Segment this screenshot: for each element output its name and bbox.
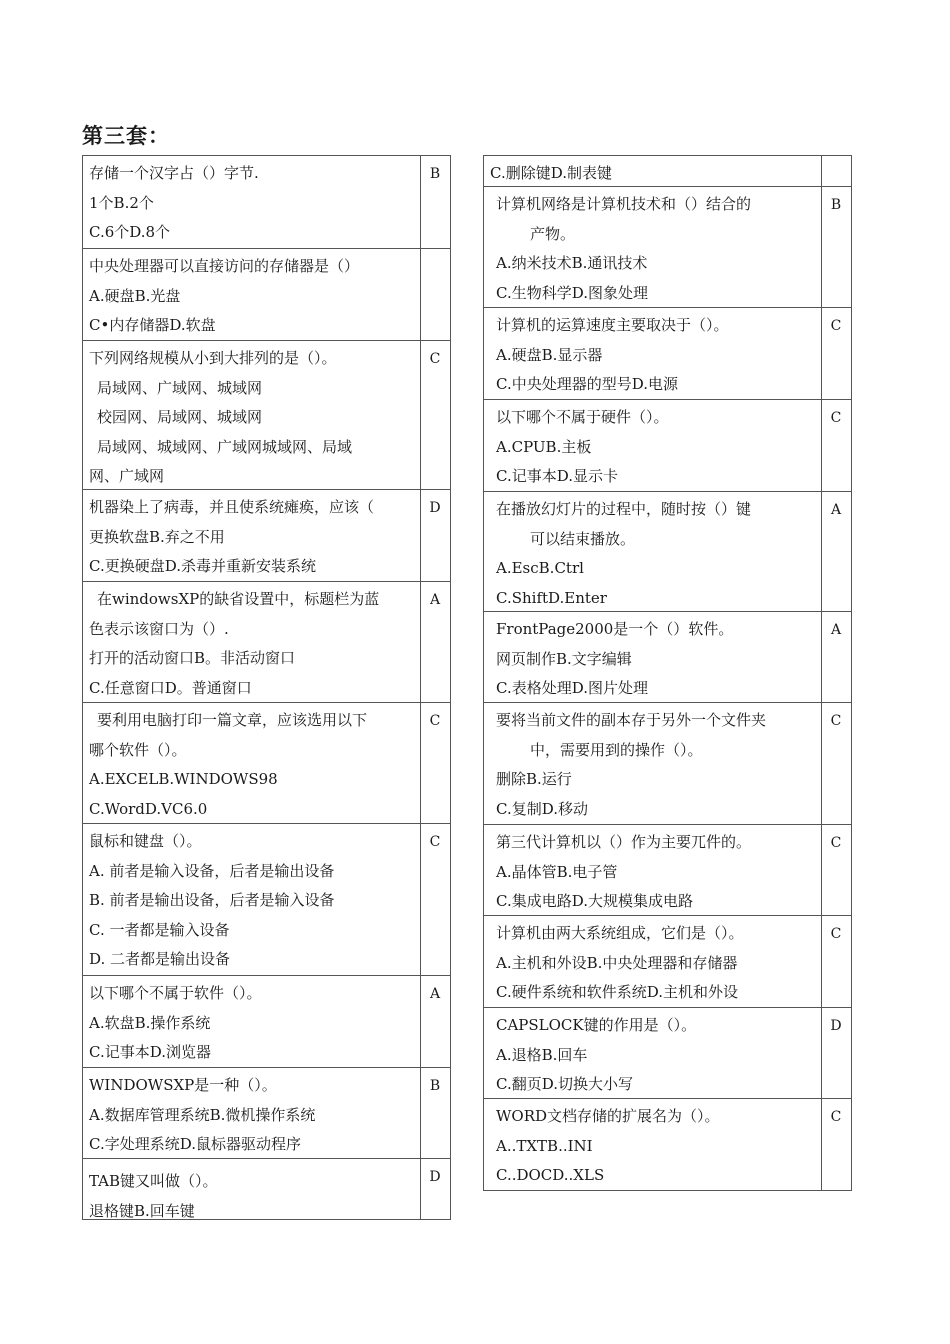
question-cell: [83, 341, 421, 489]
page-title: 第三套：: [82, 124, 170, 148]
question-row: [484, 825, 852, 916]
question-line: C.翻页D.切换大小写: [496, 1075, 633, 1093]
question-line: 鼠标和键盘（）。: [89, 832, 202, 850]
answer-cell: A: [830, 622, 842, 638]
answer-cell: C: [830, 926, 842, 942]
answer-cell: [821, 156, 851, 166]
answer-cell: C: [830, 835, 842, 851]
question-line: 打开的活动窗口B。非活动窗口: [89, 649, 296, 667]
answer-cell: A: [429, 986, 441, 1002]
question-line: A.主机和外设B.中央处理器和存储器: [496, 953, 738, 972]
question-line: 可以结束播放。: [530, 529, 636, 548]
answer-cell: D: [429, 1169, 441, 1185]
question-line: C..DOCD..XLS: [496, 1166, 605, 1184]
question-line: C.记事本D.浏览器: [89, 1043, 211, 1061]
question-line: 产物。: [530, 224, 576, 243]
question-line: C.WordD.VC6.0: [89, 799, 208, 818]
question-cell: [484, 703, 822, 824]
question-line: C.中央处理器的型号D.电源: [496, 375, 678, 393]
question-row: [484, 1099, 852, 1191]
question-row: [484, 187, 852, 308]
question-row: [83, 703, 451, 824]
question-line: 哪个软件（）。: [89, 740, 187, 759]
question-cell: [484, 156, 822, 186]
question-line: A.纳米技术B.通讯技术: [496, 254, 648, 272]
question-line: A.EscB.Ctrl: [496, 559, 584, 577]
question-row: [484, 703, 852, 825]
question-line: C.生物科学D.图象处理: [496, 283, 648, 302]
answer-cell: C: [429, 834, 441, 850]
question-line: CAPSLOCK键的作用是（）。: [496, 1016, 697, 1034]
question-cell: [484, 187, 822, 307]
question-line: 要利用电脑打印一篇文章，应该选用以下: [97, 711, 368, 729]
question-row: [83, 249, 451, 341]
answer-cell: D: [830, 1018, 842, 1034]
answer-cell: D: [429, 500, 441, 516]
question-line: 在播放幻灯片的过程中，随时按（）键: [496, 500, 752, 518]
answer-cell: B: [429, 166, 441, 182]
question-row: [83, 1068, 451, 1159]
answer-cell: C: [429, 351, 441, 367]
question-line: C.6个D.8个: [89, 223, 171, 241]
question-line: C.记事本D.显示卡: [496, 467, 618, 485]
question-line: WINDOWSXP是一种（）。: [89, 1076, 277, 1094]
question-row: [484, 1008, 852, 1099]
question-line: A.退格B.回车: [496, 1045, 588, 1064]
question-row: [484, 492, 852, 612]
answer-cell: C: [830, 410, 842, 426]
question-cell: [484, 1099, 822, 1190]
question-row: [83, 1159, 451, 1220]
question-line: WORD文档存储的扩展名为（）。: [496, 1107, 720, 1125]
question-line: D. 二者都是输出设备: [89, 950, 231, 968]
question-line: A.软盘B.操作系统: [89, 1013, 211, 1032]
question-row: [484, 612, 852, 703]
question-cell: [83, 703, 421, 823]
right-question-table: [483, 155, 852, 1191]
question-line: C.集成电路D.大规模集成电路: [496, 892, 693, 910]
question-line: C.复制D.移动: [496, 799, 588, 818]
question-line: B. 前者是输出设备，后者是输入设备: [89, 891, 335, 909]
question-line: 更换软盘B.弃之不用: [89, 527, 225, 546]
question-line: 要将当前文件的副本存于另外一个文件夹: [496, 711, 767, 729]
question-cell: [83, 582, 421, 702]
question-line: 校园网、局域网、城域网: [97, 408, 263, 426]
question-line: 退格键B.回车键: [89, 1201, 195, 1220]
question-line: C•内存储器D.软盘: [89, 316, 216, 334]
question-cell: [484, 492, 822, 611]
question-cell: [484, 1008, 822, 1098]
question-line: 中央处理器可以直接访问的存储器是（）: [89, 257, 360, 275]
question-cell: [484, 916, 822, 1007]
question-line: 局域网、广域网、城域网: [97, 378, 263, 397]
question-line: A.硬盘B.显示器: [496, 345, 603, 364]
question-row: [83, 976, 451, 1068]
question-cell: [83, 824, 421, 975]
question-line: 中，需要用到的操作（）。: [530, 740, 703, 759]
question-line: 局域网、城域网、广域网城域网、局域: [97, 437, 353, 456]
question-line: C.删除键D.制表键: [490, 164, 612, 182]
question-line: 色表示该窗口为（）.: [89, 619, 229, 638]
question-line: 以下哪个不属于软件（）。: [89, 984, 262, 1002]
question-line: C.更换硬盘D.杀毒并重新安装系统: [89, 557, 316, 575]
question-line: 第三代计算机以（）作为主要兀件的。: [496, 833, 752, 851]
question-line: 网页制作B.文字编辑: [496, 649, 632, 668]
answer-cell: B: [830, 197, 842, 213]
question-line: C. 一者都是输入设备: [89, 920, 230, 939]
answer-cell: A: [830, 502, 842, 518]
question-row: [484, 308, 852, 400]
question-row: [484, 916, 852, 1008]
question-row: [83, 490, 451, 582]
left-question-table: [82, 155, 451, 1220]
question-cell: [83, 156, 421, 248]
question-line: 计算机网络是计算机技术和（）结合的: [496, 195, 752, 213]
answer-cell: C: [429, 713, 441, 729]
question-line: 在windowsXP的缺省设置中，标题栏为蓝: [97, 590, 380, 608]
question-line: A.CPUB.主板: [496, 437, 592, 456]
question-line: C.表格处理D.图片处理: [496, 679, 648, 697]
question-line: 计算机由两大系统组成，它们是（）。: [496, 924, 744, 942]
question-cell: [83, 490, 421, 581]
question-cell: [484, 308, 822, 399]
question-row: [83, 824, 451, 976]
answer-cell: A: [429, 592, 441, 608]
question-line: 计算机的运算速度主要取决于（）。: [496, 316, 729, 334]
question-cell: [83, 249, 421, 340]
question-row: [484, 400, 852, 492]
question-line: 以下哪个不属于硬件（）。: [496, 408, 669, 426]
question-line: TAB键又叫做（）。: [89, 1172, 218, 1190]
question-line: 删除B.运行: [496, 770, 572, 788]
question-cell: [484, 825, 822, 915]
question-cell: [83, 1068, 421, 1158]
question-line: 网、广域网: [89, 467, 165, 485]
question-line: 存储一个汉字占（）字节.: [89, 164, 259, 182]
question-cell: [484, 400, 822, 491]
question-line: C.ShiftD.Enter: [496, 588, 607, 607]
question-line: A.EXCELB.WINDOWS98: [89, 770, 278, 788]
question-line: A.数据库管理系统B.微机操作系统: [89, 1105, 316, 1124]
question-cell: [83, 1159, 421, 1219]
answer-cell: [420, 249, 450, 259]
question-line: C.任意窗口D。普通窗口: [89, 678, 252, 697]
question-line: 下列网络规模从小到大排列的是（）。: [89, 349, 337, 367]
answer-cell: C: [830, 318, 842, 334]
question-row: [83, 156, 451, 249]
answer-cell: C: [830, 1109, 842, 1125]
question-row: [484, 156, 852, 187]
question-line: 1个B.2个: [89, 193, 154, 212]
question-line: A. 前者是输入设备，后者是输出设备: [89, 861, 335, 880]
question-line: C.硬件系统和软件系统D.主机和外设: [496, 983, 738, 1001]
answer-cell: B: [429, 1078, 441, 1094]
question-line: A.硬盘B.光盘: [89, 286, 181, 305]
question-row: [83, 341, 451, 490]
question-cell: [83, 976, 421, 1067]
question-line: 机器染上了病毒，并且使系统瘫痪，应该（: [89, 498, 375, 516]
question-row: [83, 582, 451, 703]
question-line: FrontPage2000是一个（）软件。: [496, 620, 734, 638]
question-cell: [484, 612, 822, 702]
question-line: C.字处理系统D.鼠标器驱动程序: [89, 1135, 301, 1153]
answer-cell: C: [830, 713, 842, 729]
question-line: A.晶体管B.电子管: [496, 862, 618, 881]
question-line: A..TXTB..INI: [496, 1136, 593, 1155]
